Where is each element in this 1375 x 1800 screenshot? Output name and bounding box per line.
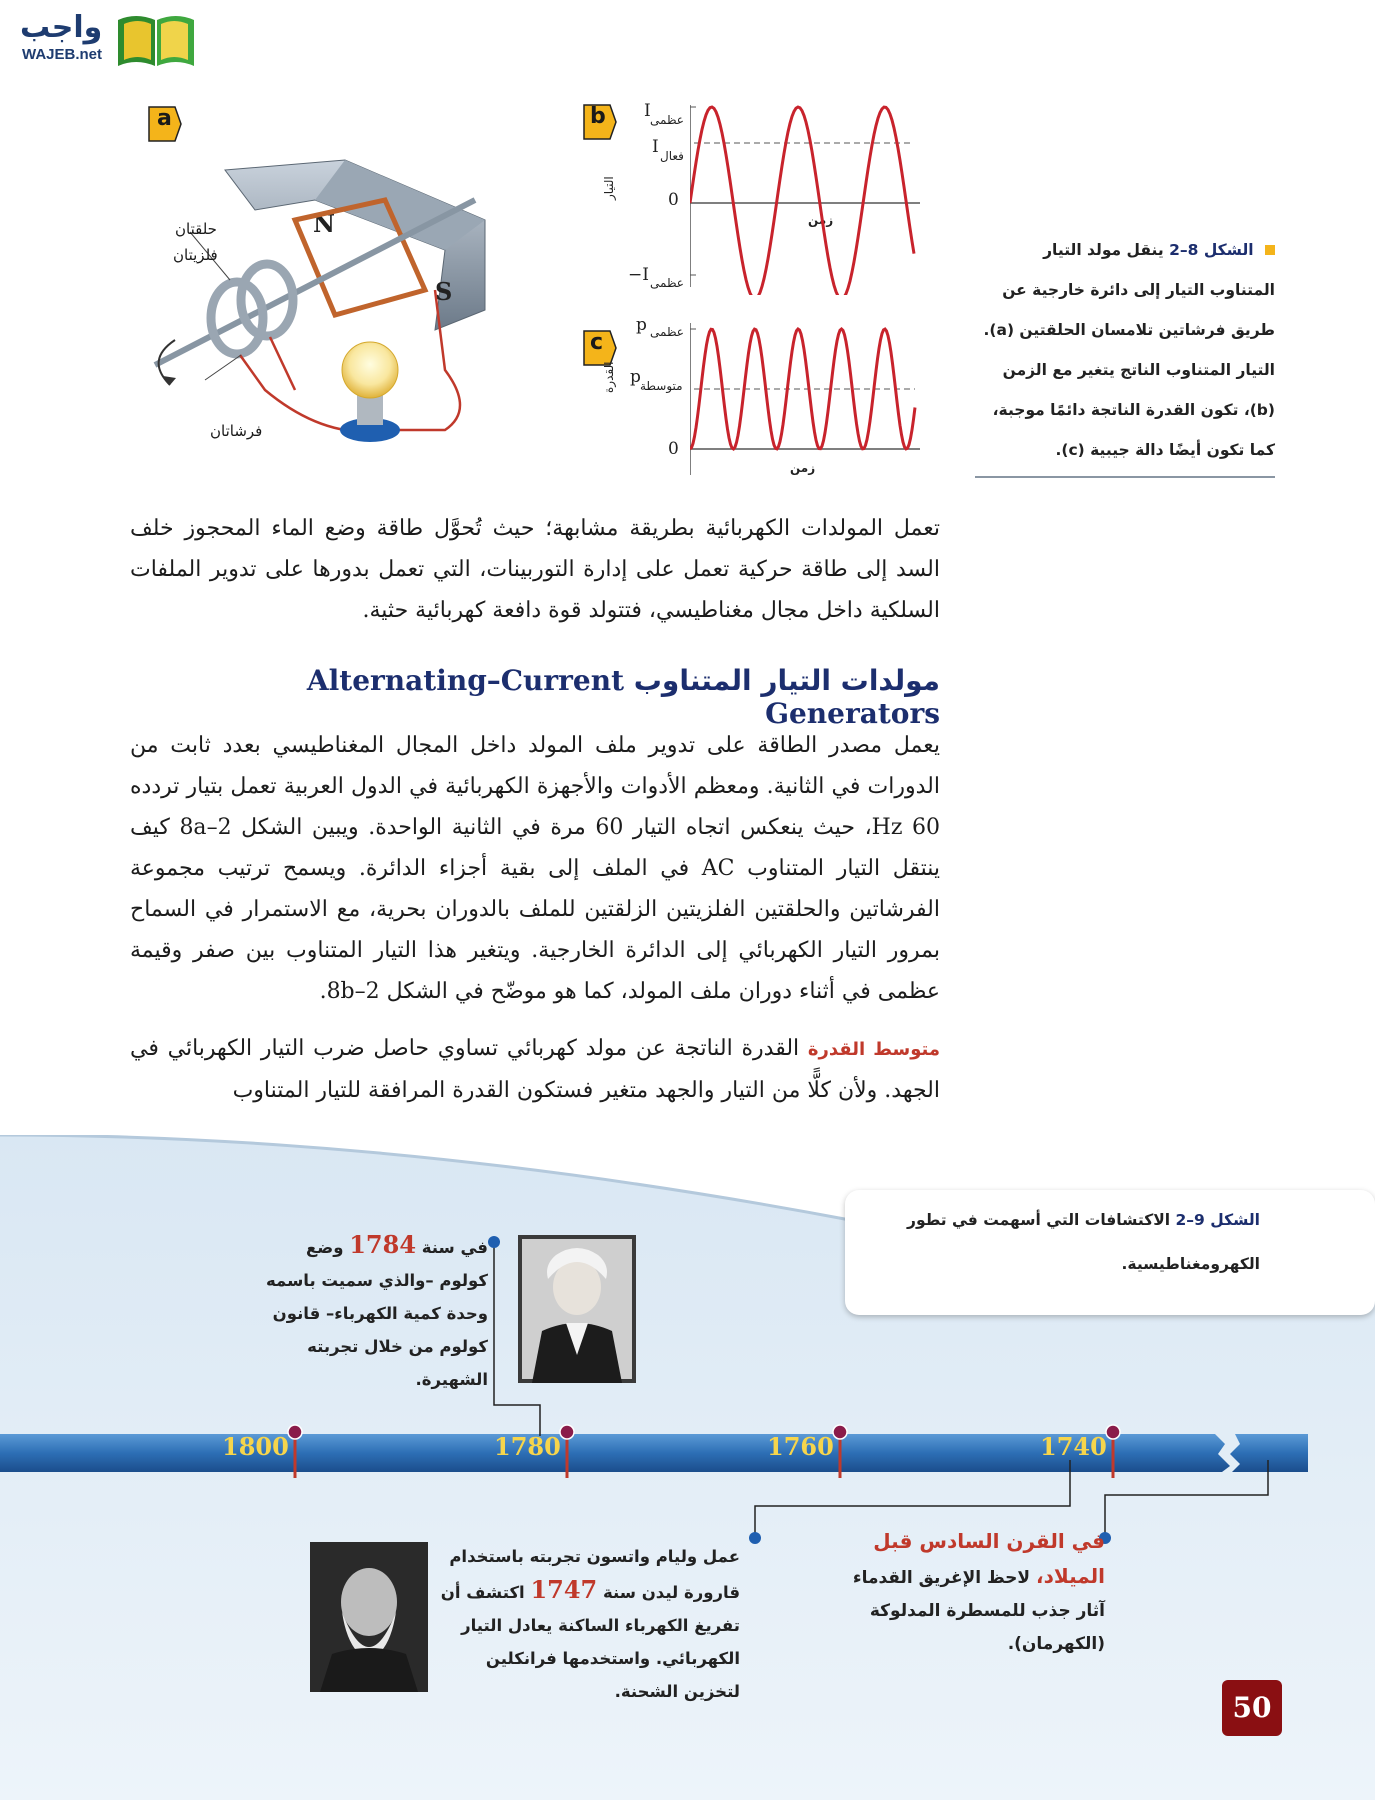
graph-power — [580, 315, 940, 485]
ieff-label: I — [652, 137, 659, 157]
label-c: c — [590, 330, 604, 355]
imin-sub: عظمى — [650, 276, 684, 290]
y-axis-current: التيار — [602, 176, 616, 200]
imax-sub: عظمى — [650, 113, 684, 127]
caption-fig-label: الشكل 8–2 — [1169, 241, 1254, 259]
coulomb-prefix: في سنة — [421, 1238, 488, 1257]
brushes-label: فرشاتان — [210, 422, 263, 440]
watson-post: اكتشف أن تفريغ الكهرباء الساكنة يعادل التيار الكهربائي. واستخدمها فرانكلين لتخزين الشحنة. — [440, 1583, 740, 1701]
x-axis-time-c: زمن — [790, 461, 816, 475]
tick-1780: 1780 — [494, 1432, 561, 1461]
coulomb-portrait — [518, 1235, 636, 1383]
rings-label-2: فلزيتان — [173, 246, 218, 264]
keyword-average-power: متوسط القدرة — [807, 1039, 940, 1060]
pavg-label: p — [630, 367, 641, 387]
caption-square-icon — [1265, 245, 1275, 255]
tick-1800: 1800 — [222, 1432, 289, 1461]
paragraph-1: تعمل المولدات الكهربائية بطريقة مشابهة؛ حيث تُحوَّل طاقة وضع الماء المحجوز خلف السد إلى طاقة حركية تعمل على إدارة التوربينات، التي تعمل بدورها على تدوير الملفات السلكية داخل مجال مغناطيسي، فتتولد قوة دافعة كهربائية حثية. — [130, 516, 940, 623]
sine-current — [690, 95, 940, 295]
label-a: a — [157, 106, 172, 131]
timeline-caption-text: الاكتشافات التي أسهمت في تطور الكهرومغناطيسية. — [907, 1211, 1260, 1273]
rings-label-1: حلقتان — [175, 220, 217, 238]
pmax-label: p — [636, 315, 647, 335]
page-number: 50 — [1222, 1680, 1282, 1736]
book-icon — [116, 10, 196, 68]
generator-drawing — [145, 140, 565, 480]
heading-ar: مولدات التيار المتناوب — [633, 664, 940, 697]
watson-year: 1747 — [530, 1575, 598, 1604]
y-axis-power: القدرة — [602, 361, 616, 393]
caption-text-2: التيار المتناوب الناتج يتغير مع الزمن (b)، تكون القدرة الناتجة دائمًا موجبة، كما تكون أيضًا دالة جيبية (c). — [992, 361, 1275, 459]
section-heading — [130, 664, 940, 730]
zero-b: 0 — [668, 190, 679, 210]
logo-domain: WAJEB.net — [22, 46, 103, 63]
caption-text-1: ينقل مولد التيار المتناوب التيار إلى دائرة خارجية عن طريق فرشاتين تلامسان الحلقتين (a). — [983, 241, 1275, 339]
greek-lead: في القرن السادس قبل الميلاد، — [873, 1529, 1105, 1588]
paragraph-2: يعمل مصدر الطاقة على تدوير ملف المولد داخل المجال المغناطيسي بعدد ثابت من الدورات في الثانية. ومعظم الأدوات والأجهزة الكهربائية في الدول العربية تعمل بتيار تردده 60 Hz، حيث ينعكس اتجاه التيار 60 مرة في الثانية الواحدة. ويبين الشكل 2–8a كيف ينتقل التيار المتناوب AC في الملف إلى بقية أجزاء الدائرة. ويسمح ترتيب مجموعة الفرشاتين والحلقتين الفلزيتين الزلقتين للملف بالدوران بحرية، مع الاستمرار في السماح بمرور التيار الكهربائي إلى الدائرة الخارجية. ويتغير هذا التيار المتناوب بين صفر وقيمة عظمى في أثناء دوران ملف المولد، كما هو موضّح في الشكل 2–8b. — [130, 733, 940, 1004]
pavg-sub: متوسطة — [640, 379, 683, 393]
zero-c: 0 — [668, 439, 679, 459]
caption-divider — [975, 476, 1275, 478]
imin-label: −I — [628, 265, 649, 285]
pmax-sub: عظمى — [650, 325, 684, 339]
tick-1740: 1740 — [1040, 1432, 1107, 1461]
ieff-sub: فعال — [660, 149, 684, 163]
figure-generator — [145, 100, 565, 480]
watson-pre: عمل وليام واتسون تجربته باستخدام قارورة ليدن سنة — [449, 1547, 740, 1602]
magnet-n-label: N — [313, 209, 335, 238]
event-watson — [440, 1540, 740, 1708]
event-coulomb — [258, 1228, 488, 1396]
magnet-s-label: S — [435, 277, 453, 306]
wajeb-logo[interactable] — [10, 6, 188, 68]
timeline-fig-label: الشكل 9–2 — [1175, 1211, 1260, 1229]
figure-caption — [975, 230, 1275, 478]
coulomb-year: 1784 — [349, 1230, 417, 1259]
coulomb-text: وضع كولوم –والذي سميت باسمه وحدة كمية الكهرباء– قانون كولوم من خلال تجربته الشهيرة. — [266, 1238, 488, 1389]
timeline-connectors — [0, 1230, 1375, 1550]
tick-1760: 1760 — [767, 1432, 834, 1461]
greek-text: لاحظ الإغريق القدماء آثار جذب للمسطرة المدلوكة (الكهرمان). — [852, 1568, 1105, 1654]
sine-power — [690, 315, 940, 480]
heading-en: Alternating–Current Generators — [306, 664, 940, 730]
paragraph-3-text: القدرة الناتجة عن مولد كهربائي تساوي حاصل ضرب التيار الكهربائي في الجهد. ولأن كلًّا من التيار والجهد متغير فستكون القدرة المرافقة للتيار المتناوب — [130, 1036, 940, 1103]
label-b: b — [590, 104, 606, 129]
paragraph-3 — [130, 1028, 940, 1111]
event-greek — [840, 1525, 1105, 1661]
logo-word: واجب — [20, 10, 103, 45]
graph-current — [580, 95, 940, 295]
x-axis-time-b: زمن — [808, 213, 834, 227]
franklin-portrait — [310, 1542, 428, 1692]
imax-label: I — [644, 101, 651, 121]
